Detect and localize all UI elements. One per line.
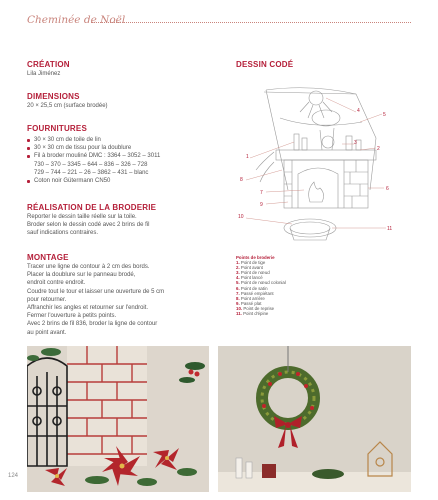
text-line: Affranchir les angles et retourner sur l'endroit.: [27, 305, 149, 312]
text-line: Avec 2 brins de fil 836, broder la ligne de contour: [27, 321, 158, 328]
embroidery-photo-wreath: [218, 346, 411, 492]
dimensions-heading: DIMENSIONS: [27, 92, 80, 101]
text-line: endroit contre endroit.: [27, 280, 86, 287]
creation-author: Lila Jiménez: [27, 71, 61, 77]
text-line: au point avant.: [27, 329, 67, 336]
callout-4: 4: [357, 108, 360, 114]
legend-item: 6. Point de satin: [236, 285, 268, 291]
stitch-legend: [236, 255, 286, 316]
legend-item: 4. Point lancé: [236, 275, 263, 281]
callout-10: 10: [238, 214, 244, 220]
list-item: 730 – 370 – 3345 – 644 – 836 – 326 – 728: [34, 161, 148, 168]
legend-item: 11. Point d'épine: [236, 311, 269, 317]
creation-heading: CRÉATION: [27, 60, 70, 69]
text-line: Reporter le dessin taille réelle sur la toile.: [27, 214, 137, 220]
callout-2: 2: [377, 146, 380, 152]
legend-item: 3. Point de nœud: [236, 270, 270, 276]
callout-5: 5: [383, 112, 386, 118]
dessin-heading: DESSIN CODÉ: [236, 60, 294, 69]
list-item: 30 × 30 cm de tissu pour la doublure: [27, 144, 160, 152]
callout-1: 1: [246, 154, 249, 160]
text-line: Placer la doublure sur le panneau brodé,: [27, 272, 136, 279]
montage-text: [27, 263, 164, 337]
dimensions-value: 20 × 25,5 cm (surface brodée): [27, 103, 108, 109]
text-line: pour retourner.: [27, 296, 67, 303]
legend-item: 8. Point arrière: [236, 295, 265, 301]
text-line: Fermer l'ouverture à petits points.: [27, 313, 117, 320]
embroidery-photo-fireplace: [27, 346, 209, 492]
page-number: 124: [8, 473, 19, 479]
fournitures-heading: FOURNITURES: [27, 124, 87, 133]
text-line: Broder selon le dessin codé avec 2 brins de fil: [27, 222, 150, 229]
realisation-heading: RÉALISATION DE LA BRODERIE: [27, 203, 157, 212]
text-line: Coudre tout le tour et laisser une ouverture de 5 cm: [27, 288, 165, 295]
callout-11: 11: [387, 226, 393, 232]
embroidery-pattern-diagram: [236, 78, 396, 260]
legend-title: Points de broderie: [236, 255, 275, 260]
legend-item: 9. Passé plat: [236, 300, 262, 306]
list-item: Coton noir Gütermann CN50: [27, 177, 160, 185]
header-dotted-rule: [91, 22, 411, 23]
callout-9: 9: [260, 202, 263, 208]
callout-6: 6: [386, 186, 389, 192]
callout-8: 8: [240, 177, 243, 183]
legend-item: 1. Point de tige: [236, 260, 266, 266]
header-title: Cheminée de Noël: [27, 14, 126, 26]
page-header: [27, 14, 411, 28]
list-item: 30 × 30 cm de toile de lin: [27, 136, 160, 144]
text-line: sauf indications contraires.: [27, 230, 99, 237]
list-item: 729 – 744 – 221 – 26 – 3862 – 431 – blanc: [34, 169, 149, 176]
callout-7: 7: [260, 190, 263, 196]
legend-item: 7. Passé empiétant: [236, 290, 274, 296]
realisation-text: [27, 213, 149, 238]
legend-item: 2. Point avant: [236, 265, 263, 271]
list-item: Fil à broder mouliné DMC : 3364 – 3052 – 3011: [27, 152, 160, 160]
legend-item: 5. Point de nœud colonial: [236, 280, 286, 286]
text-line: Tracer une ligne de contour à 2 cm des bords.: [27, 264, 150, 270]
fournitures-list: [27, 136, 160, 185]
legend-item: 10. Point de reprise: [236, 305, 275, 311]
montage-heading: MONTAGE: [27, 253, 69, 262]
callout-3: 3: [354, 140, 357, 146]
